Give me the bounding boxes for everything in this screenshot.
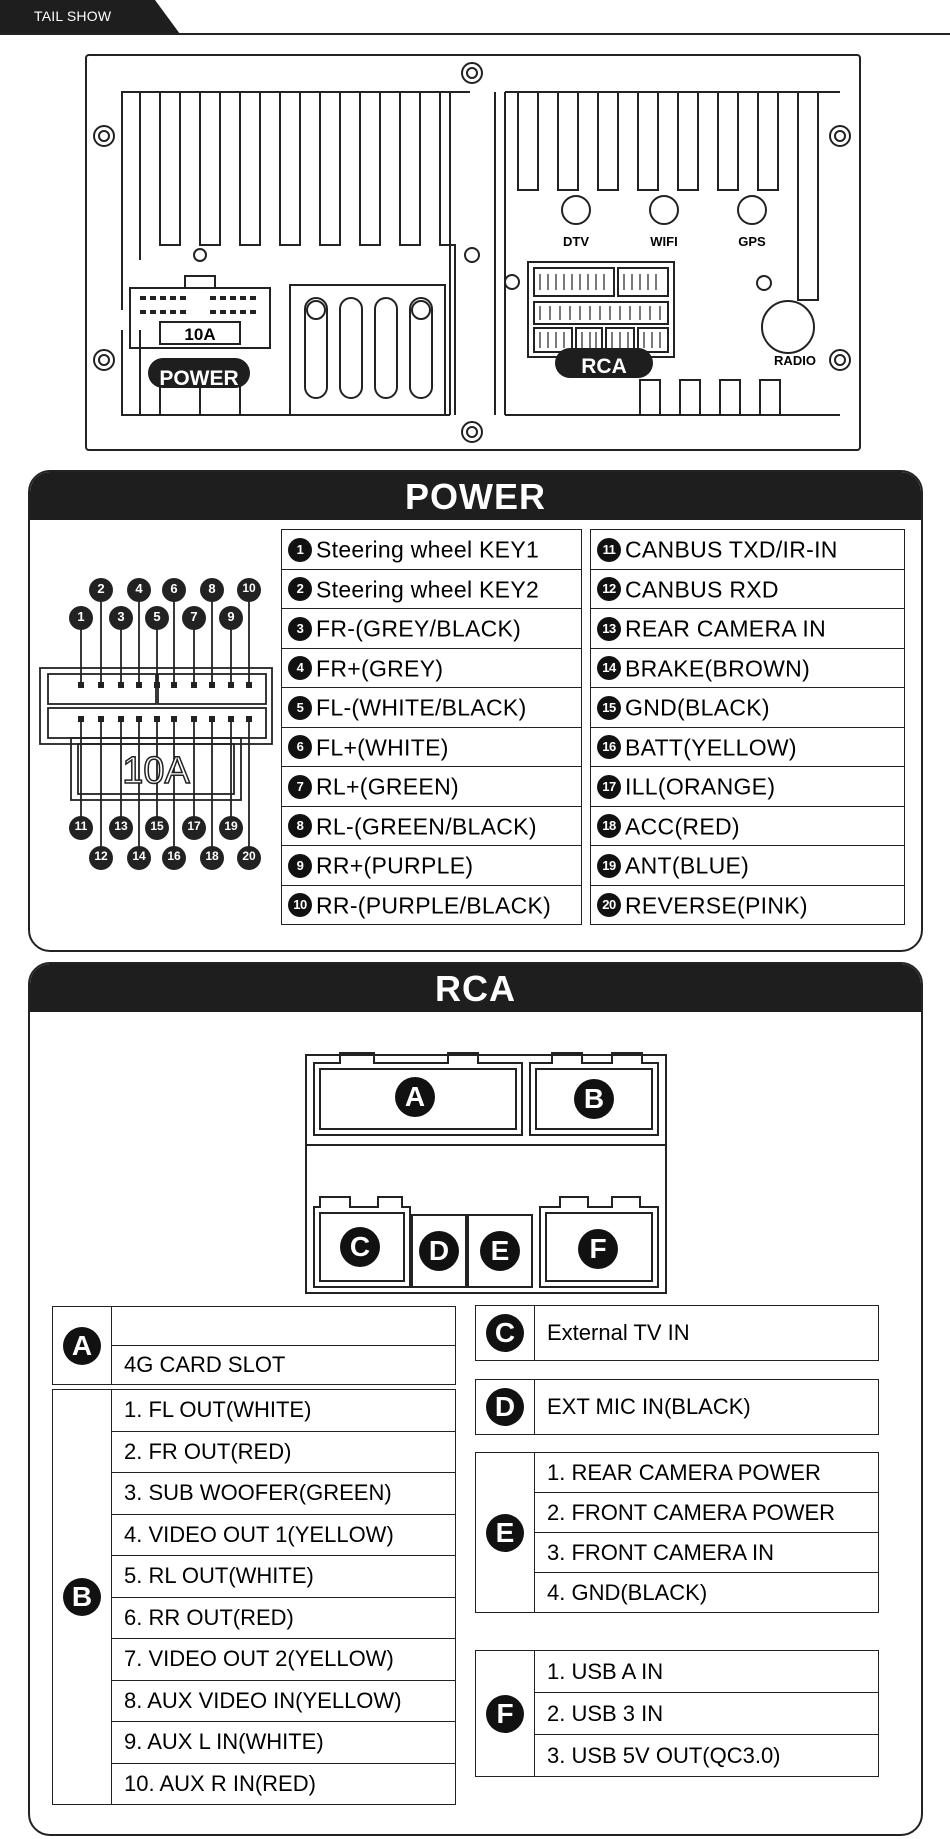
pin-row: [591, 609, 905, 649]
pin-bubble-19: 19: [224, 819, 238, 833]
antenna-label-dtv: DTV: [563, 234, 589, 249]
rca-item: EXT MIC IN(BLACK): [535, 1380, 879, 1435]
pin-row: [591, 569, 905, 609]
rca-row: [476, 1693, 879, 1735]
rca-table-c: [475, 1305, 879, 1361]
rca-row: [53, 1307, 456, 1346]
pin-row: [591, 767, 905, 807]
rca-row: [53, 1639, 456, 1681]
pin-label: REVERSE(PINK): [625, 891, 808, 918]
rca-item: 1. FL OUT(WHITE): [112, 1390, 456, 1432]
rca-table-f: [475, 1650, 879, 1777]
pin-label: RL+(GREEN): [316, 773, 459, 800]
rca-item: 3. USB 5V OUT(QC3.0): [535, 1735, 879, 1777]
pin-number-badge: 1: [288, 538, 312, 562]
rca-title: RCA: [30, 964, 921, 1012]
pin-bubble-5: 5: [153, 609, 161, 624]
rca-row: [53, 1346, 456, 1385]
pin-label: Steering wheel KEY1: [316, 536, 540, 563]
rca-item: [112, 1307, 456, 1346]
pin-bubble-3: 3: [117, 609, 125, 624]
pin-number-badge: 12: [597, 577, 621, 601]
rca-table-d: [475, 1379, 879, 1435]
pin-bubble-17: 17: [187, 819, 201, 833]
pin-number-badge: 7: [288, 775, 312, 799]
pin-number-badge: 17: [597, 775, 621, 799]
pin-label: FR+(GREY): [316, 654, 444, 681]
rca-letter-a: A: [63, 1327, 101, 1365]
rca-letter-e: E: [486, 1514, 524, 1552]
rca-item: 9. AUX L IN(WHITE): [112, 1722, 456, 1764]
pin-bubble-14: 14: [132, 849, 146, 863]
pin-bubble-15: 15: [150, 819, 164, 833]
rca-row: [53, 1680, 456, 1722]
power-pins-left-table: [281, 529, 582, 925]
pin-number-badge: 16: [597, 735, 621, 759]
pin-row: [282, 569, 582, 609]
pin-label: CANBUS TXD/IR-IN: [625, 536, 838, 563]
pin-row: [282, 806, 582, 846]
pin-row: [282, 609, 582, 649]
rear-rca-label: RCA: [581, 355, 627, 378]
pin-number-badge: 14: [597, 656, 621, 680]
rca-row: [53, 1763, 456, 1805]
pin-bubble-18: 18: [205, 849, 219, 863]
pin-bubble-13: 13: [114, 819, 128, 833]
pin-number-badge: 19: [597, 854, 621, 878]
pin-number-badge: 11: [597, 538, 621, 562]
rca-row: [476, 1306, 879, 1361]
pin-bubble-12: 12: [94, 849, 108, 863]
rca-item: 10. AUX R IN(RED): [112, 1763, 456, 1805]
power-pins-right-table: [590, 529, 905, 925]
rca-item: 2. USB 3 IN: [535, 1693, 879, 1735]
rca-item: 4G CARD SLOT: [112, 1346, 456, 1385]
pin-number-badge: 10: [288, 893, 312, 917]
pin-row: [591, 727, 905, 767]
rca-row: [476, 1735, 879, 1777]
rca-letter-b: B: [63, 1578, 101, 1616]
rca-row: [53, 1514, 456, 1556]
rca-item: 8. AUX VIDEO IN(YELLOW): [112, 1680, 456, 1722]
connector-letter-c: C: [349, 1231, 371, 1262]
rca-row: [53, 1597, 456, 1639]
rear-fuse-label: 10A: [184, 325, 216, 344]
pin-row: [591, 885, 905, 925]
pin-number-badge: 4: [288, 656, 312, 680]
pin-bubble-2: 2: [97, 581, 105, 596]
pin-number-badge: 18: [597, 814, 621, 838]
rca-row: [53, 1473, 456, 1515]
rear-panel-diagram: [0, 40, 950, 460]
rca-letter-f: F: [486, 1695, 524, 1733]
pin-label: Steering wheel KEY2: [316, 575, 540, 602]
pin-row: [282, 846, 582, 886]
rca-item: 3. FRONT CAMERA IN: [535, 1533, 879, 1573]
pin-number-badge: 13: [597, 617, 621, 641]
rca-row: [53, 1431, 456, 1473]
pin-label: BRAKE(BROWN): [625, 654, 811, 681]
pin-bubble-6: 6: [170, 581, 178, 596]
pin-bubble-7: 7: [190, 609, 198, 624]
rca-letter-d: D: [486, 1388, 524, 1426]
pin-row: [282, 727, 582, 767]
connector-letter-b: B: [583, 1083, 605, 1114]
rca-item: 1. USB A IN: [535, 1651, 879, 1693]
pin-row: [591, 846, 905, 886]
rca-item: 2. FRONT CAMERA POWER: [535, 1493, 879, 1533]
pin-number-badge: 3: [288, 617, 312, 641]
pin-bubble-1: 1: [77, 609, 85, 624]
pin-bubble-10: 10: [242, 581, 256, 595]
antenna-label-gps: GPS: [738, 234, 766, 249]
rca-row: [53, 1556, 456, 1598]
rca-row: [476, 1493, 879, 1533]
pin-row: [591, 648, 905, 688]
rca-item: 7. VIDEO OUT 2(YELLOW): [112, 1639, 456, 1681]
rca-table-a: [52, 1306, 456, 1385]
rear-power-label: POWER: [159, 367, 239, 390]
connector-letter-d: D: [428, 1235, 450, 1266]
rca-row: [476, 1573, 879, 1613]
pin-row: [282, 688, 582, 728]
rca-item: External TV IN: [535, 1306, 879, 1361]
rca-item: 5. RL OUT(WHITE): [112, 1556, 456, 1598]
pin-bubble-11: 11: [74, 819, 88, 833]
pin-label: ILL(ORANGE): [625, 773, 776, 800]
pin-row: [591, 806, 905, 846]
pin-label: GND(BLACK): [625, 694, 770, 721]
rca-item: 2. FR OUT(RED): [112, 1431, 456, 1473]
pin-number-badge: 8: [288, 814, 312, 838]
rca-item: 6. RR OUT(RED): [112, 1597, 456, 1639]
rca-row: [53, 1390, 456, 1432]
rca-row: [476, 1651, 879, 1693]
pin-label: REAR CAMERA IN: [625, 615, 827, 642]
rca-table-b: [52, 1389, 456, 1805]
antenna-label-wifi: WIFI: [650, 234, 678, 249]
pin-bubble-20: 20: [242, 849, 256, 863]
rca-letter-c: C: [486, 1314, 524, 1352]
radio-label: RADIO: [774, 353, 816, 368]
pin-row: [282, 648, 582, 688]
rca-item: 4. GND(BLACK): [535, 1573, 879, 1613]
rca-row: [53, 1722, 456, 1764]
power-title: POWER: [30, 472, 921, 520]
pin-number-badge: 20: [597, 893, 621, 917]
pin-label: CANBUS RXD: [625, 575, 779, 602]
pin-row: [282, 530, 582, 570]
pin-number-badge: 2: [288, 577, 312, 601]
pin-label: ACC(RED): [625, 812, 740, 839]
connector-letter-a: A: [404, 1081, 426, 1112]
header-tab-label: TAIL SHOW: [34, 8, 112, 24]
connector-letter-f: F: [589, 1233, 607, 1264]
pin-label: FL+(WHITE): [316, 733, 449, 760]
pin-row: [282, 767, 582, 807]
pin-bubble-4: 4: [135, 581, 143, 596]
power-fuse-label: 10A: [122, 750, 190, 792]
pin-number-badge: 15: [597, 696, 621, 720]
rca-item: 3. SUB WOOFER(GREEN): [112, 1473, 456, 1515]
pin-number-badge: 9: [288, 854, 312, 878]
rca-item: 4. VIDEO OUT 1(YELLOW): [112, 1514, 456, 1556]
pin-number-badge: 6: [288, 735, 312, 759]
pin-row: [591, 688, 905, 728]
pin-label: RR+(PURPLE): [316, 852, 474, 879]
pin-bubble-16: 16: [167, 849, 181, 863]
pin-row: [591, 530, 905, 570]
rca-row: [476, 1380, 879, 1435]
pin-label: FR-(GREY/BLACK): [316, 615, 522, 642]
header-rule: [0, 33, 950, 35]
rca-table-e: [475, 1452, 879, 1613]
pin-bubble-8: 8: [208, 581, 216, 596]
rca-row: [476, 1453, 879, 1493]
pin-bubble-9: 9: [227, 609, 235, 624]
rca-item: 1. REAR CAMERA POWER: [535, 1453, 879, 1493]
rca-row: [476, 1533, 879, 1573]
pin-label: RL-(GREEN/BLACK): [316, 812, 537, 839]
pin-label: BATT(YELLOW): [625, 733, 797, 760]
pin-label: ANT(BLUE): [625, 852, 750, 879]
pin-number-badge: 5: [288, 696, 312, 720]
pin-label: RR-(PURPLE/BLACK): [316, 891, 552, 918]
pin-row: [282, 885, 582, 925]
connector-letter-e: E: [490, 1235, 510, 1266]
pin-label: FL-(WHITE/BLACK): [316, 694, 527, 721]
